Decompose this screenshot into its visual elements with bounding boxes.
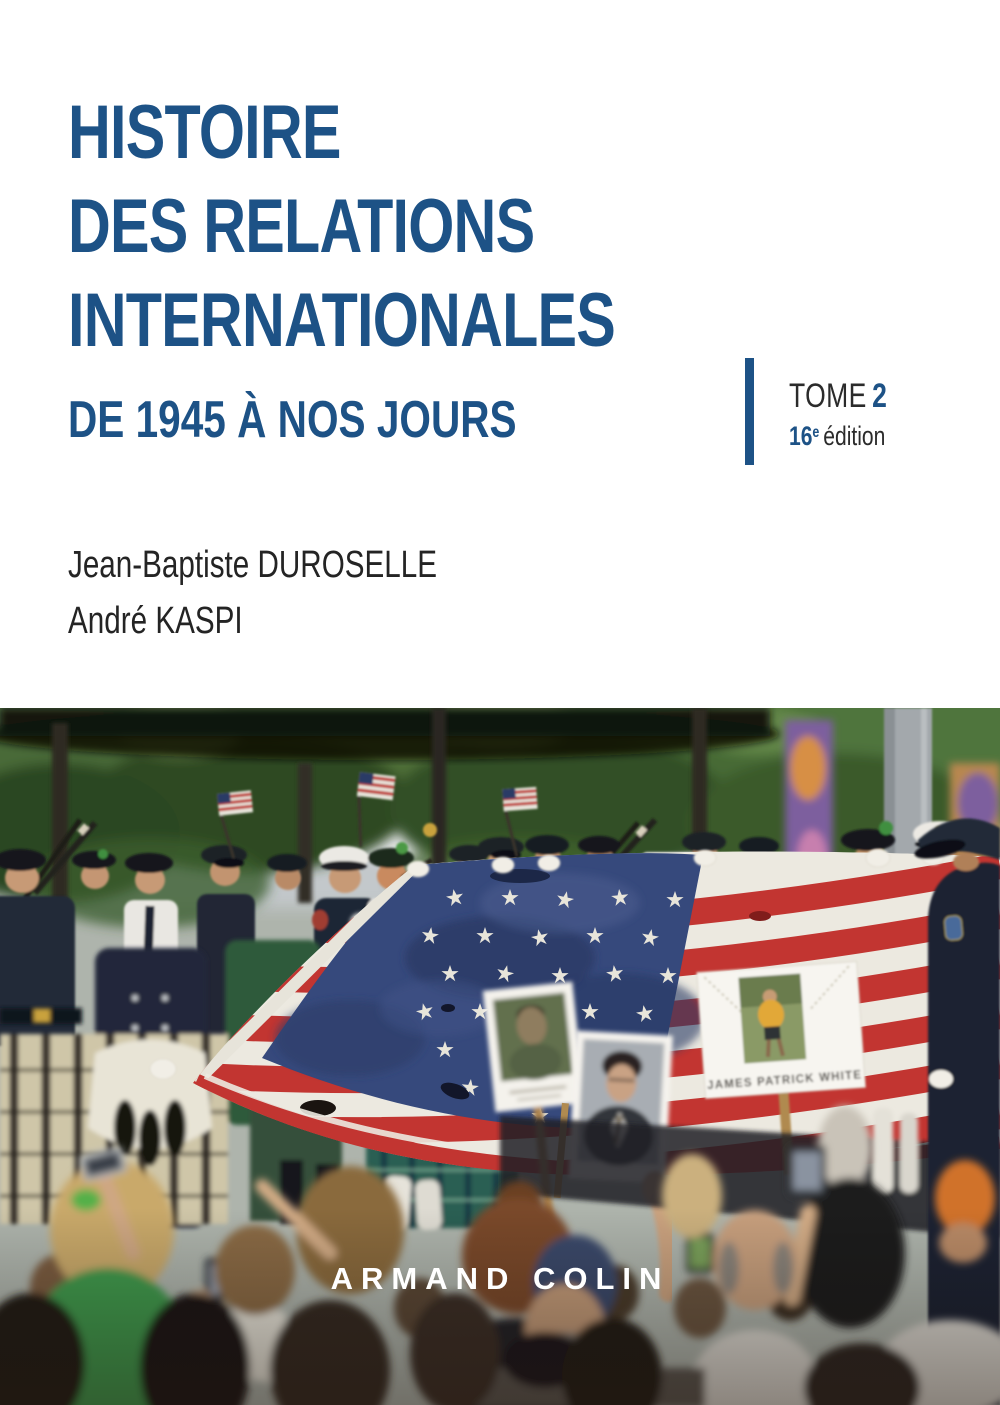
author-name-1: Jean-Baptiste DUROSELLE bbox=[68, 544, 438, 586]
edition-ordinal: e bbox=[812, 424, 820, 441]
cover-photograph bbox=[0, 708, 1000, 1405]
title-line-3: INTERNATIONALES bbox=[68, 278, 616, 363]
tome-label: TOME bbox=[789, 377, 867, 415]
title-line-1: HISTOIRE bbox=[68, 90, 341, 175]
edition-line bbox=[789, 418, 887, 451]
authors-block bbox=[68, 537, 437, 649]
dark-canopy bbox=[0, 708, 780, 760]
tome-line bbox=[789, 378, 887, 415]
tome-number: 2 bbox=[872, 377, 888, 415]
edition-number: 16 bbox=[789, 421, 813, 451]
bottom-vignette bbox=[0, 1208, 1000, 1405]
author-name-2: André KASPI bbox=[68, 600, 243, 642]
edition-word: édition bbox=[823, 421, 886, 451]
book-subtitle: DE 1945 À NOS JOURS bbox=[68, 391, 517, 449]
memorial-sign-caption: JAMES PATRICK WHITE bbox=[706, 1069, 863, 1093]
tome-divider-bar bbox=[745, 358, 754, 465]
tome-edition-block bbox=[789, 378, 915, 451]
publisher-logo: ARMAND COLIN bbox=[330, 1261, 670, 1296]
title-line-2: DES RELATIONS bbox=[68, 184, 535, 269]
cover-photo-illustration bbox=[0, 708, 1000, 1405]
book-title bbox=[68, 86, 615, 368]
